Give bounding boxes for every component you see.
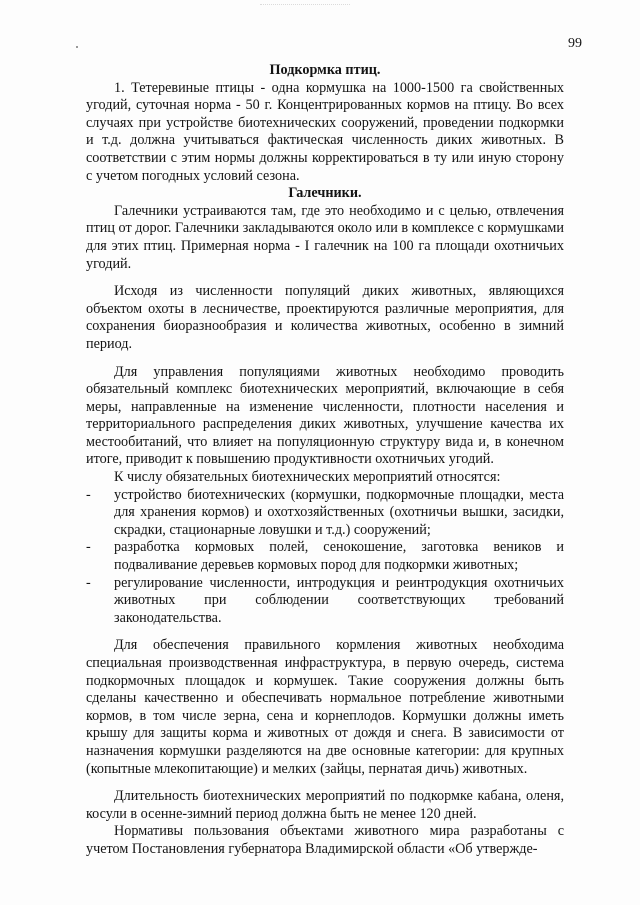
section-heading-feeding: Подкормка птиц. (269, 62, 381, 78)
list-item (86, 487, 564, 540)
paragraph-duration: Длительность биотехнических мероприятий по подкормке кабана, оленя, косули в осенне-зимний период должна быть не менее 120 дней. (86, 788, 564, 822)
paragraph-feeding: 1. Тетеревиные птицы - одна кормушка на 1000-1500 га свойственных угодий, суточная норма - 50 г. Концентрированных кормов на птицу. Во всех случаях при устройстве биотехнических сооружений, проведении подкормки и т.д. должна учитываться фактическая численность диких животных. В соответствии с этим нормы должны корректироваться в ту или иную сторону с учетом погодных условий сезона. (86, 79, 564, 184)
paragraph-populations: Исходя из численности популяций диких животных, являющихся объектом охоты в лесничестве, проектируются различные мероприятия, для сохранения биоразнообразия и количества животных, особенно в зимний период. (86, 283, 564, 352)
paragraph-infrastructure: Для обеспечения правильного кормления животных необходима специальная производственная инфраструктура, в первую очередь, система подкормочных площадок и кормушек. Такие сооружения должны быть сделаны качественно и обеспечивать нормальное потребление животными кормов, в том числе зерна, сена и корнеплодов. Кормушки должны иметь крышу для защиты корма и животных от дождя и снега. В зависимости от назначения кормушки разделяются на две основные категории: для крупных (копытные млекопитающие) и мелких (зайцы, пернатая дичь) животных. (86, 637, 564, 777)
list-item (86, 539, 564, 574)
scan-artifact (260, 4, 350, 11)
bullet-dash: - (86, 539, 91, 556)
list-item-text: устройство биотехнических (кормушки, подкормочные площадки, места для хранения кормов) и охотхозяйственных (охотничьи вышки, засидки, скрадки, стационарные ловушки и т.д.) сооружений; (114, 486, 564, 538)
paragraph-gravel: Галечники устраиваются там, где это необходимо и с целью, отвлечения птиц от дорог. Галечники закладываются около или в комплексе с кормушками для этих птиц. Примерная норма - I галечник на 100 га площади охотничьих угодий. (86, 202, 564, 272)
paragraph-mandatory: К числу обязательных биотехнических мероприятий относятся: (114, 469, 501, 486)
list-item-text: разработка кормовых полей, сенокошение, заготовка веников и подваливание деревьев кормовых пород для подкормки животных; (114, 539, 564, 574)
bullet-dash: - (86, 574, 91, 591)
scan-artifact-dot (76, 46, 78, 48)
page-number: 99 (568, 36, 582, 51)
list-item (86, 575, 564, 628)
section-heading-gravel: Галечники. (288, 185, 362, 202)
paragraph-management: Для управления популяциями животных необходимо проводить обязательный комплекс биотехнических мероприятий, включающие в себя меры, направленные на изменение численности, плотности населения и территориального распределения диких животных, улучшение качества их местообитаний, что влияет на популяционную структуру вида и, в конечном итоге, приводит к повышению продуктивности охотничьих угодий. (86, 363, 564, 468)
list-item-text: регулирование численности, интродукция и реинтродукция охотничьих животных при соблюдении соответствующих требований законодательства. (114, 574, 564, 626)
bullet-dash: - (86, 486, 91, 503)
page-body (86, 62, 564, 859)
paragraph-norms: Нормативы пользования объектами животного мира разработаны с учетом Постановления губернатора Владимирской области «Об утвержде- (86, 823, 564, 857)
